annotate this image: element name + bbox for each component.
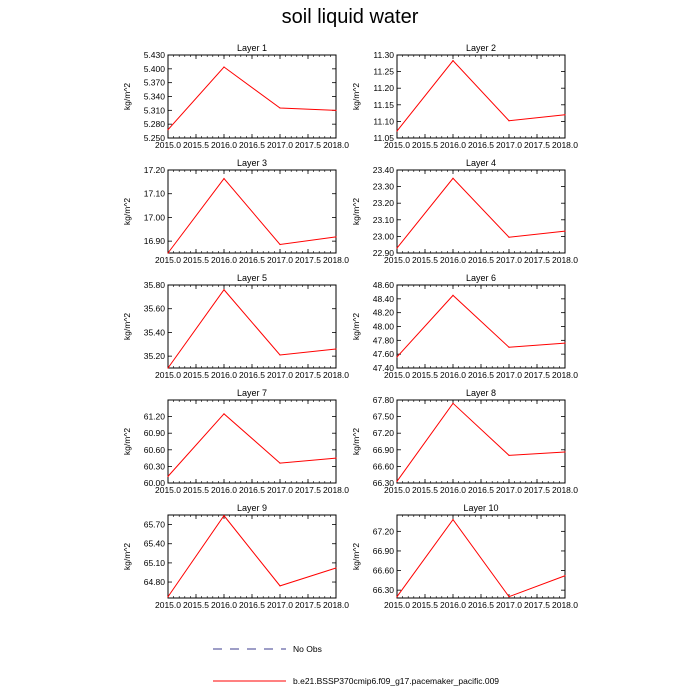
panel-3-series-line [168,179,336,253]
panel-7-ytick-label: 60.00 [143,478,165,488]
panel-2-data-point [508,120,509,121]
panel-1-data-point [223,66,224,67]
panel-2-ytick-label: 11.10 [373,116,394,127]
panel-10-xtick-label: 2016.5 [468,600,494,610]
panel-8-data-point [564,451,565,452]
panel-5-data-point [335,348,336,349]
panel-8-title: Layer 8 [465,388,497,398]
panel-6-ytick-label: 47.60 [372,349,394,360]
panel-7-data-point [335,458,336,459]
panel-3-xtick-label: 2016.5 [239,255,265,265]
panel-9-xtick-label: 2016.0 [211,600,237,610]
panel-10-xtick-label: 2017.5 [524,600,550,610]
panel-4-xtick-label: 2016.5 [468,255,494,265]
panel-6-data-point [452,295,453,296]
panel-8-xtick-label: 2018.0 [552,485,578,495]
panel-6-ytick-label: 48.00 [372,321,394,332]
panel-9-xtick-label: 2017.5 [295,600,321,610]
panel-8-frame [397,400,565,483]
figure-title: soil liquid water [281,6,419,28]
panel-2-data-point [452,60,453,61]
panel-5-ylabel: kg/m^2 [122,312,132,341]
panel-1-ytick-label: 5.310 [143,105,165,116]
panel-5-series-line [168,290,336,368]
panel-7-xtick-label: 2018.0 [323,485,349,495]
panel-5-xtick-label: 2016.5 [239,370,265,380]
panel-8-data-point [508,455,509,456]
panel-5-frame [168,285,336,368]
panel-6-ytick-label: 48.20 [372,307,394,318]
panel-10-ylabel: kg/m^2 [351,542,361,571]
panel-5-xtick-label: 2018.0 [323,370,349,380]
panel-3-ylabel: kg/m^2 [122,197,132,226]
panel-7-ytick-label: 60.30 [143,461,165,472]
panel-9-xtick-label: 2017.0 [267,600,293,610]
panel-6-xtick-label: 2017.0 [496,370,522,380]
panel-1-ytick-label: 5.400 [143,63,165,74]
panel-4-data-point [452,178,453,179]
panel-8-xtick-label: 2017.5 [524,485,550,495]
panel-3-ytick-label: 17.00 [143,212,165,223]
panel-5-ytick-label: 35.20 [143,351,165,362]
panel-9-ytick-label: 65.40 [143,538,165,549]
panel-6-xtick-label: 2016.0 [440,370,466,380]
panel-8-ytick-label: 66.60 [372,461,394,472]
panel-6-ytick-label: 47.40 [372,363,394,373]
panel-7-frame [168,400,336,483]
panel-8-xtick-label: 2015.0 [384,485,410,495]
panel-10-ytick-label: 66.30 [372,585,394,596]
panel-6-ytick-label: 47.80 [372,335,394,346]
panel-7-xtick-label: 2015.0 [155,485,181,495]
panel-8-ytick-label: 66.30 [372,478,394,488]
panel-6-xtick-label: 2018.0 [552,370,578,380]
panel-7-ytick-label: 61.20 [143,411,165,422]
panel-6-data-point [396,356,397,357]
panel-3-ytick-label: 17.10 [143,188,165,199]
panel-7-xtick-label: 2015.5 [183,485,209,495]
panel-5-data-point [167,367,168,368]
panel-10-xtick-label: 2017.0 [496,600,522,610]
panel-1-ytick-label: 5.250 [143,133,165,143]
panel-6-ytick-label: 48.60 [372,280,394,290]
panel-1-data-point [167,129,168,130]
panel-7-xtick-label: 2017.5 [295,485,321,495]
panel-5-xtick-label: 2015.5 [183,370,209,380]
panel-4-xtick-label: 2017.5 [524,255,550,265]
panel-9-data-point [223,515,224,516]
panel-5-xtick-label: 2017.0 [267,370,293,380]
panel-4-data-point [564,230,565,231]
panel-6-xtick-label: 2015.5 [412,370,438,380]
panel-4-ytick-label: 23.10 [372,214,394,225]
panel-7-ytick-label: 60.90 [143,428,165,439]
panel-6-xtick-label: 2017.5 [524,370,550,380]
panel-2-xtick-label: 2016.5 [468,140,494,150]
panel-4-xtick-label: 2016.0 [440,255,466,265]
panel-1-xtick-label: 2017.0 [267,140,293,150]
panel-9-series-line [168,516,336,597]
panel-7-xtick-label: 2017.0 [267,485,293,495]
panel-9-ylabel: kg/m^2 [122,542,132,571]
panel-9-data-point [167,596,168,597]
panel-4-xtick-label: 2018.0 [552,255,578,265]
panel-1-ytick-label: 5.370 [143,77,165,88]
panel-2-data-point [396,130,397,131]
panel-2-data-point [564,114,565,115]
panel-7-ytick-label: 60.60 [143,444,165,455]
panel-3-title: Layer 3 [236,158,268,168]
panel-5-xtick-label: 2016.0 [211,370,237,380]
panel-10-title: Layer 10 [463,503,499,513]
panel-6-xtick-label: 2015.0 [384,370,410,380]
panel-10-data-point [564,575,565,576]
panel-4-ytick-label: 23.40 [372,165,394,175]
panel-8-xtick-label: 2016.0 [440,485,466,495]
panel-3-data-point [223,178,224,179]
panel-10-series-line [397,520,565,597]
panel-1-ytick-label: 5.340 [143,91,165,102]
panel-3-xtick-label: 2017.0 [267,255,293,265]
panel-3-xtick-label: 2018.0 [323,255,349,265]
panel-5-title: Layer 5 [236,273,268,283]
panel-8-xtick-label: 2017.0 [496,485,522,495]
panel-10-data-point [508,596,509,597]
panel-1-frame [168,55,336,138]
panel-1-data-point [279,107,280,108]
panel-1-xtick-label: 2016.0 [211,140,237,150]
panel-3-data-point [335,236,336,237]
panel-7-ylabel: kg/m^2 [122,427,132,456]
panel-3-xtick-label: 2015.5 [183,255,209,265]
panel-7-data-point [279,462,280,463]
panel-3-data-point [167,252,168,253]
panel-6-series-line [397,295,565,357]
panel-10-data-point [396,596,397,597]
panel-4-frame [397,170,565,253]
panel-2-xtick-label: 2017.0 [496,140,522,150]
panel-9-data-point [279,585,280,586]
panel-9-frame [168,515,336,598]
panel-2-xtick-label: 2015.0 [384,140,410,150]
panel-9-ytick-label: 65.10 [143,557,165,568]
panel-4-ytick-label: 22.90 [372,248,394,258]
panel-9-ytick-label: 64.80 [143,577,165,588]
panel-8-ytick-label: 66.90 [372,444,394,455]
panel-5-xtick-label: 2015.0 [155,370,181,380]
panel-3-ytick-label: 16.90 [143,236,165,247]
panel-2-ytick-label: 11.25 [373,66,394,77]
panel-9-ytick-label: 65.70 [143,519,165,530]
panel-6-ylabel: kg/m^2 [351,312,361,341]
panel-9-xtick-label: 2016.5 [239,600,265,610]
panel-9-title: Layer 9 [236,503,268,513]
panel-10-xtick-label: 2015.5 [412,600,438,610]
panel-2-frame [397,55,565,138]
panel-10-ytick-label: 66.60 [372,565,394,576]
panel-5-data-point [223,289,224,290]
panel-2-ytick-label: 11.20 [373,83,394,94]
panel-7-series-line [168,414,336,477]
panel-5-data-point [279,354,280,355]
panel-2-xtick-label: 2015.5 [412,140,438,150]
panel-1-xtick-label: 2016.5 [239,140,265,150]
panel-1-ytick-label: 5.430 [143,50,165,60]
panel-1-series-line [168,67,336,130]
panel-4-ylabel: kg/m^2 [351,197,361,226]
panel-4-data-point [508,237,509,238]
panel-3-ytick-label: 17.20 [143,165,165,175]
panel-8-ytick-label: 67.50 [372,411,394,422]
panel-6-title: Layer 6 [465,273,497,283]
panel-9-xtick-label: 2015.0 [155,600,181,610]
panel-2-xtick-label: 2017.5 [524,140,550,150]
panel-4-title: Layer 4 [465,158,497,168]
panel-7-data-point [223,413,224,414]
panel-2-xtick-label: 2018.0 [552,140,578,150]
panel-4-series-line [397,178,565,248]
panel-2-ytick-label: 11.30 [373,50,394,60]
panel-3-xtick-label: 2015.0 [155,255,181,265]
panel-1-xtick-label: 2017.5 [295,140,321,150]
panel-2-ylabel: kg/m^2 [351,82,361,111]
panel-8-ytick-label: 67.20 [372,428,394,439]
panel-4-data-point [396,247,397,248]
panel-9-xtick-label: 2018.0 [323,600,349,610]
panel-6-xtick-label: 2016.5 [468,370,494,380]
panel-8-ytick-label: 67.80 [372,395,394,405]
panel-1-xtick-label: 2018.0 [323,140,349,150]
legend-no-obs-label: No Obs [293,644,322,654]
panel-6-frame [397,285,565,368]
panel-5-xtick-label: 2017.5 [295,370,321,380]
panel-7-data-point [167,476,168,477]
panel-4-ytick-label: 23.30 [372,181,394,192]
panel-10-ytick-label: 66.90 [372,545,394,556]
panel-6-ytick-label: 48.40 [372,293,394,304]
panel-2-ytick-label: 11.15 [373,99,394,110]
panel-4-xtick-label: 2015.0 [384,255,410,265]
panel-1-title: Layer 1 [236,43,268,53]
panel-9-data-point [335,567,336,568]
panel-10-xtick-label: 2016.0 [440,600,466,610]
panel-3-data-point [279,244,280,245]
panel-8-data-point [452,403,453,404]
panel-3-xtick-label: 2017.5 [295,255,321,265]
panel-10-xtick-label: 2015.0 [384,600,410,610]
panel-2-ytick-label: 11.05 [373,133,394,143]
legend-model-label: b.e21.BSSP370cmip6.f09_g17.pacemaker_pacific.009 [293,676,500,686]
panel-6-data-point [508,347,509,348]
panel-7-title: Layer 7 [236,388,268,398]
panel-6-data-point [564,343,565,344]
panel-1-xtick-label: 2015.0 [155,140,181,150]
panel-3-xtick-label: 2016.0 [211,255,237,265]
panel-10-data-point [452,519,453,520]
panel-5-ytick-label: 35.40 [143,327,165,338]
panel-8-ylabel: kg/m^2 [351,427,361,456]
panel-1-ytick-label: 5.280 [143,119,165,130]
panel-4-ytick-label: 23.00 [372,231,394,242]
panel-9-xtick-label: 2015.5 [183,600,209,610]
panel-8-series-line [397,403,565,481]
panel-5-ytick-label: 35.80 [143,280,165,290]
panel-1-xtick-label: 2015.5 [183,140,209,150]
panel-1-data-point [335,110,336,111]
panel-1-ylabel: kg/m^2 [122,82,132,111]
panel-2-series-line [397,61,565,131]
panel-2-xtick-label: 2016.0 [440,140,466,150]
panel-4-xtick-label: 2017.0 [496,255,522,265]
panel-7-xtick-label: 2016.5 [239,485,265,495]
panel-7-xtick-label: 2016.0 [211,485,237,495]
panel-10-ytick-label: 67.20 [372,526,394,537]
panel-4-xtick-label: 2015.5 [412,255,438,265]
panel-10-xtick-label: 2018.0 [552,600,578,610]
panel-8-xtick-label: 2015.5 [412,485,438,495]
panel-2-title: Layer 2 [465,43,497,53]
panel-8-data-point [396,481,397,482]
panel-5-ytick-label: 35.60 [143,303,165,314]
panel-8-xtick-label: 2016.5 [468,485,494,495]
panel-4-ytick-label: 23.20 [372,198,394,209]
